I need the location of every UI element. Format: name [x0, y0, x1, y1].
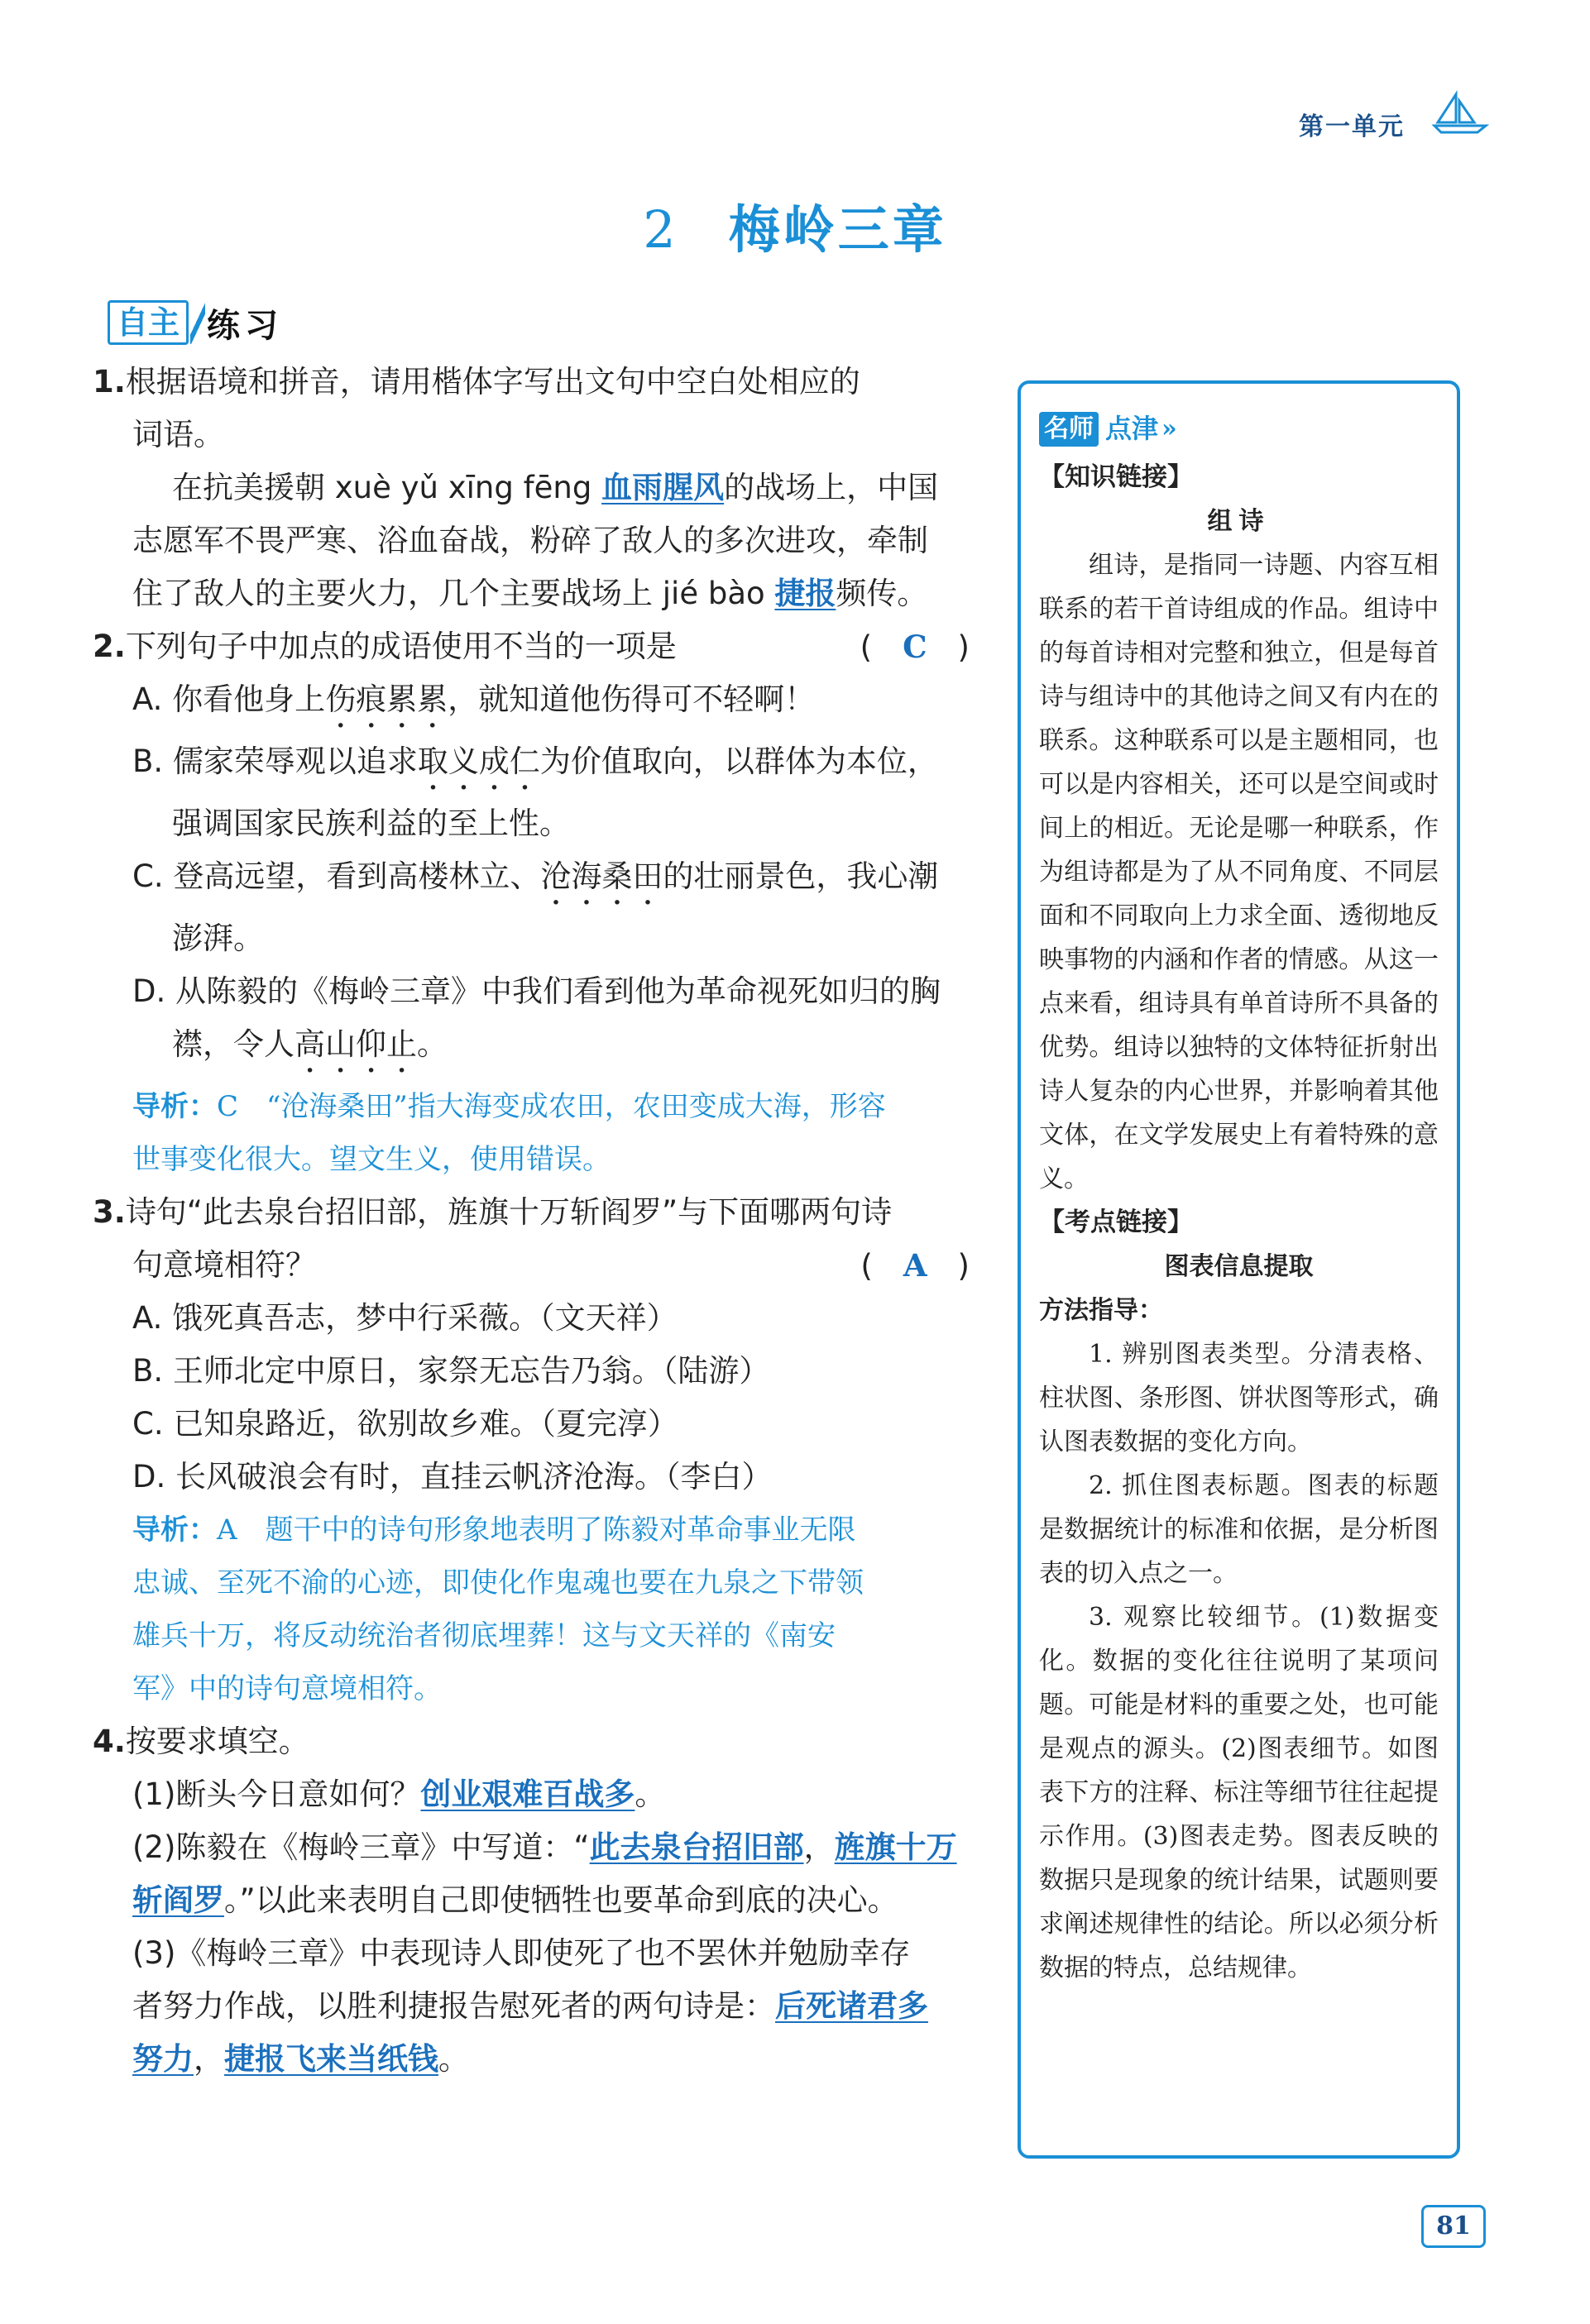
method-heading: 方法指导：: [1039, 1296, 1163, 1325]
teacher-tips-sidebar: [1018, 380, 1460, 2159]
q1-para-3: 住了敌人的主要火力，几个主要战场上 jié bào 捷报频传。: [132, 576, 928, 611]
knowledge-body: 组诗，是指同一诗题、内容互相联系的若干首诗组成的作品。组诗中的每首诗相对完整和独立，但是每首诗与组诗中的其他诗之间又有内在的联系。这种联系可以是主题相同，也可以是内容相关，还可以是空间或时间上的相近。无论是哪一种联系，作为组诗都是为了从不同角度、不同层面和不同取向上力求全面、透彻地反映事物的内涵和作者的情感。从这一点来看，组诗具有单首诗所不具备的优势。组诗以独特的文体特征折射出诗人复杂的内心世界，并影响着其他文体，在文学发展史上有着特殊的意义。: [1039, 551, 1439, 1193]
section-slash: [190, 301, 205, 344]
unit-label: 第一单元: [1299, 112, 1405, 141]
q3-option-c: C. 已知泉路近，欲别故乡难。（夏完淳）: [132, 1406, 678, 1442]
q1-answer-1: 血雨腥风: [601, 470, 725, 505]
exam-title: 图表信息提取: [1164, 1252, 1314, 1281]
q4-sub-1: (1)断头今日意如何？创业艰难百战多。: [132, 1776, 666, 1812]
section-header: [108, 299, 283, 346]
method-2: 2. 抓住图表标题。图表的标题是数据统计的标准和依据，是分析图表的切入点之一。: [1039, 1471, 1439, 1588]
q1-para-1: 在抗美援朝 xuè yǔ xīng fēng 血雨腥风的战场上，中国: [172, 470, 939, 505]
q1-answer-2: 捷报: [774, 576, 836, 611]
lesson-title-text: 梅岭三章: [728, 199, 947, 260]
method-1: 1. 辨别图表类型。分清表格、柱状图、条形图、饼状图等形式，确认图表数据的变化方向。: [1039, 1340, 1439, 1456]
q2-stem: 2.下列句子中加点的成语使用不当的一项是 ( C ): [93, 620, 978, 673]
sidebar-tag-2: 点津: [1105, 413, 1159, 444]
q3-option-a: A. 饿死真吾志，梦中行采薇。（文天祥）: [132, 1300, 678, 1336]
q2-guide: 导析：C “沧海桑田”指大海变成农田，农田变成大海，形容: [132, 1090, 886, 1123]
q4-stem: 4.按要求填空。: [93, 1724, 309, 1759]
q3-stem-cont: 句意境相符？ ( A ): [93, 1239, 978, 1292]
exercise-column: [93, 356, 978, 2086]
q2-option-d-cont: 襟，令人高山仰止。: [172, 1026, 448, 1062]
q1-para-2: 志愿军不畏严寒、浴血奋战，粉碎了敌人的多次进攻，牵制: [132, 523, 928, 558]
q3-guide-3: 雄兵十万，将反动统治者彻底埋葬！这与文天祥的《南安: [132, 1619, 836, 1652]
q2-option-b: B. 儒家荣辱观以追求取义成仁为价值取向，以群体为本位，: [132, 744, 938, 779]
q3-stem: 3.诗句“此去泉台招旧部，旌旗十万斩阎罗”与下面哪两句诗: [93, 1194, 893, 1230]
section-text: 练习: [207, 306, 284, 345]
lesson-number: 2: [643, 199, 679, 260]
sidebar-header: [1039, 407, 1439, 451]
sidebar-tag: 名师: [1039, 412, 1099, 447]
knowledge-title: 组诗: [1207, 507, 1271, 536]
knowledge-link-heading: 【知识链接】: [1039, 462, 1193, 492]
q3-option-b: B. 王师北定中原日，家祭无忘告乃翁。（陆游）: [132, 1353, 770, 1389]
double-chevron-icon: »: [1161, 414, 1177, 443]
page-number: 81: [1421, 2205, 1486, 2248]
lesson-title: [0, 189, 1590, 262]
q2-option-d: D. 从陈毅的《梅岭三章》中我们看到他为革命视死如归的胸: [132, 973, 941, 1009]
q3-answer: ( A ): [860, 1247, 970, 1284]
sailboat-icon: [1431, 89, 1489, 139]
q3-guide: 导析：A 题干中的诗句形象地表明了陈毅对革命事业无限: [132, 1513, 856, 1547]
method-3: 3. 观察比较细节。(1)数据变化。数据的变化往往说明了某项问题。可能是材料的重要之处，也可能是观点的源头。(2)图表细节。如图表下方的注释、标注等细节往往起提示作用。(3)图表走势。图表反映的数据只是现象的统计结果，试题则要求阐述规律性的结论。所以必须分析数据的特点，总结规律。: [1039, 1603, 1439, 1982]
q2-option-c: C. 登高远望，看到高楼林立、沧海桑田的壮丽景色，我心潮: [132, 858, 939, 894]
q2-option-c-cont: 澎湃。: [172, 921, 264, 956]
q3-option-d: D. 长风破浪会有时，直挂云帆济沧海。（李白）: [132, 1459, 773, 1494]
q2-answer: ( C ): [860, 629, 970, 665]
q4-sub-2: (2)陈毅在《梅岭三章》中写道：“此去泉台招旧部，旌旗十万: [132, 1829, 957, 1865]
q2-guide-cont: 世事变化很大。望文生义，使用错误。: [132, 1143, 611, 1176]
section-box: 自主: [108, 300, 189, 345]
q2-option-b-cont: 强调国家民族利益的至上性。: [172, 806, 570, 841]
q1-line-2: 词语。: [132, 417, 224, 452]
q4-sub-3-cont: 者努力作战，以胜利捷报告慰死者的两句诗是：后死诸君多: [132, 1988, 928, 2024]
exam-link-heading: 【考点链接】: [1039, 1207, 1193, 1237]
q4-sub-3-end: 努力，捷报飞来当纸钱。: [132, 2041, 469, 2077]
q4-sub-2-cont: 斩阎罗。”以此来表明自己即使牺牲也要革命到底的决心。: [132, 1882, 898, 1918]
q3-guide-2: 忠诚、至死不渝的心迹，即使化作鬼魂也要在九泉之下带领: [132, 1566, 864, 1600]
q4-sub-3: (3)《梅岭三章》中表现诗人即使死了也不罢休并勉励幸存: [132, 1935, 911, 1971]
q1-line-1: 1.根据语境和拼音，请用楷体字写出文句中空白处相应的: [93, 364, 860, 399]
q3-guide-4: 军》中的诗句意境相符。: [132, 1672, 442, 1705]
q2-option-a: A. 你看他身上伤痕累累，就知道他伤得可不轻啊！: [132, 681, 816, 717]
